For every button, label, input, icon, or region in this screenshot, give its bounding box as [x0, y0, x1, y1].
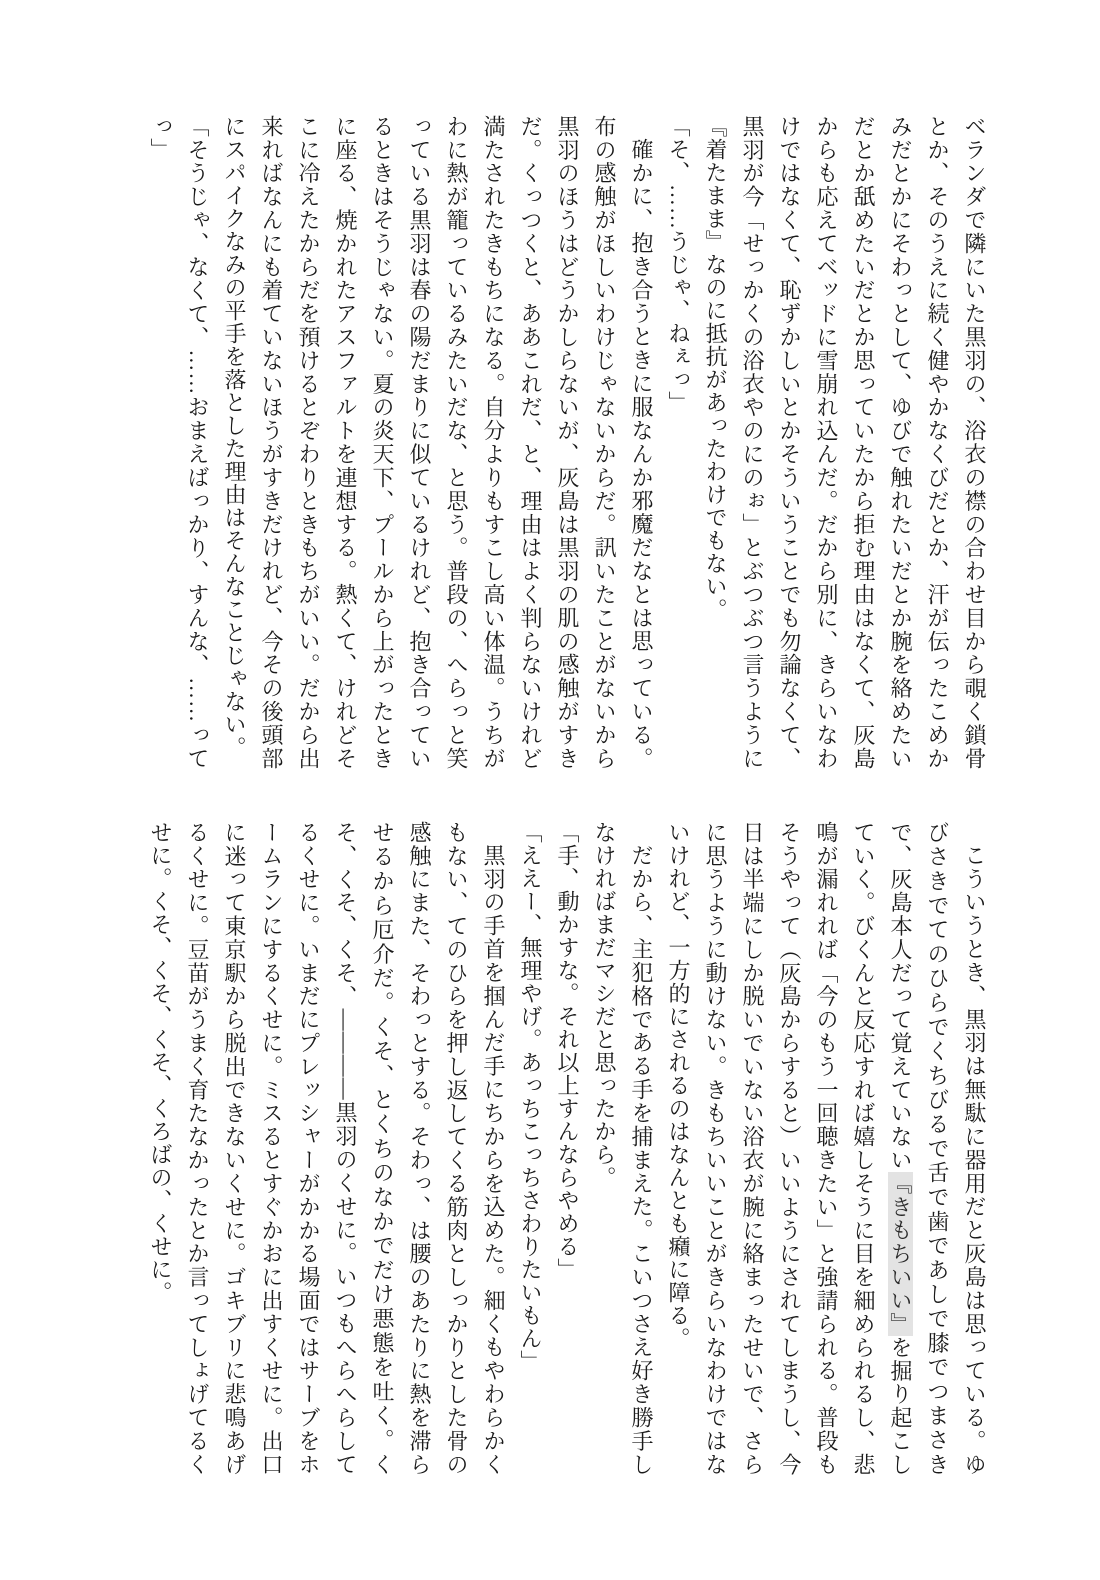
dialogue-line	[660, 115, 697, 770]
text-run: 「ええー、無理やげ。あっちこっちさわりたいもん」	[518, 821, 543, 1373]
narrative-paragraph	[697, 115, 993, 770]
narrative-paragraph	[216, 115, 660, 770]
dialogue-line	[512, 821, 549, 1476]
text-run: 「そ、……うじゃ、ねぇっ」	[666, 115, 691, 414]
text-block-upper	[140, 115, 993, 770]
text-run: こういうとき、黒羽は無駄に器用だと灰島は思っている。ゆびさきでてのひらでくちびるで舌で歯であしで膝でつまさきで、灰島本人だって覚えていない	[888, 821, 987, 1476]
text-run: だから、主犯格である手を捕まえた。こいつさえ好き勝手しなければまだマシだと思ったから。	[592, 821, 654, 1476]
text-run: を掘り起こしていく。びくんと反応すれば嬉しそうに目を細められるし、悲鳴が漏れれば「今のもう一回聴きたい」と強請られる。普段もそうやって（灰島からすると）いいようにされてしまうし、今日は半端にしか脱いでいない浴衣が腕に絡まったせいで、さらに思うように動けない。きもちいいことがきらいなわけではないけれど、一方的にされるのはなんとも癪に障る。	[666, 821, 913, 1476]
text-run: 黒羽の手首を掴んだ手にちからを込めた。細くもやわらかくもない、てのひらを押し返してくる筋肉としっかりとした骨の感触にまた、そわっとする。そわっ、は腰のあたりに熱を滞らせるから厄介だ。くそ、とくちのなかでだけ悪態を吐く。くそ、くそ、くそ、――――黒羽のくせに。いつもへらへらしてるくせに。いまだにプレッシャーがかかる場面ではサーブをホームランにするくせに。ミスるとすぐかおに出すくせに。出口に迷って東京駅から脱出できないくせに。ゴキブリに悲鳴あげるくせに。豆苗がうまく育たなかったとか言ってしょげてるくせに。くそ、くそ、くそ、くろばの、くせに。	[148, 821, 506, 1476]
text-run: 「そうじゃ、なくて、……おまえばっかり、すんな、……ってっ」	[148, 115, 210, 770]
text-run: 確かに、抱き合うときに服なんか邪魔だなとは思っている。布の感触がほしいわけじゃないからだ。訊いたことがないから黒羽のほうはどうかしらないが、灰島は黒羽の肌の感触がすきだ。くっつくと、ああこれだ、と、理由はよく判らないけれど満たされたきもちになる。自分よりもすこし高い体温。うちがわに熱が籠っているみたいだな、と思う。普段の、へらっと笑っている黒羽は春の陽だまりに似ているけれど、抱き合っているときはそうじゃない。夏の炎天下、プールから上がったときに座る、焼かれたアスファルトを連想する。熱くて、けれどそこに冷えたからだを預けるとぞわりときもちがいい。だから出来ればなんにも着ていないほうがすきだけれど、今その後頭部にスパイクなみの平手を落とした理由はそんなことじゃない。	[222, 115, 654, 770]
narrative-paragraph	[142, 821, 512, 1476]
emphasized-phrase: 『きもちいい』	[888, 1172, 913, 1336]
narrative-paragraph	[586, 821, 660, 1476]
dialogue-line	[549, 821, 586, 1476]
text-run: ベランダで隣にいた黒羽の、浴衣の襟の合わせ目から覗く鎖骨とか、そのうえに続く健やかなくびだとか、汗が伝ったこめかみだとかにそわっとして、ゆびで触れたいだとか腕を絡めたいだとか舐めたいだとか思っていたから拒む理由はなくて、灰島からも応えてベッドに雪崩れ込んだ。だから別に、きらいなわけではなくて、恥ずかしいとかそういうことでも勿論なくて、黒羽が今「せっかくの浴衣やのにのぉ」とぶつぶつ言うように『着たまま』なのに抵抗があったわけでもない。	[703, 115, 987, 770]
text-run: 「手、動かすな。それ以上すんならやめる」	[555, 821, 580, 1281]
text-block-lower	[140, 821, 993, 1476]
narrative-paragraph	[660, 821, 993, 1476]
dialogue-line	[142, 115, 216, 770]
